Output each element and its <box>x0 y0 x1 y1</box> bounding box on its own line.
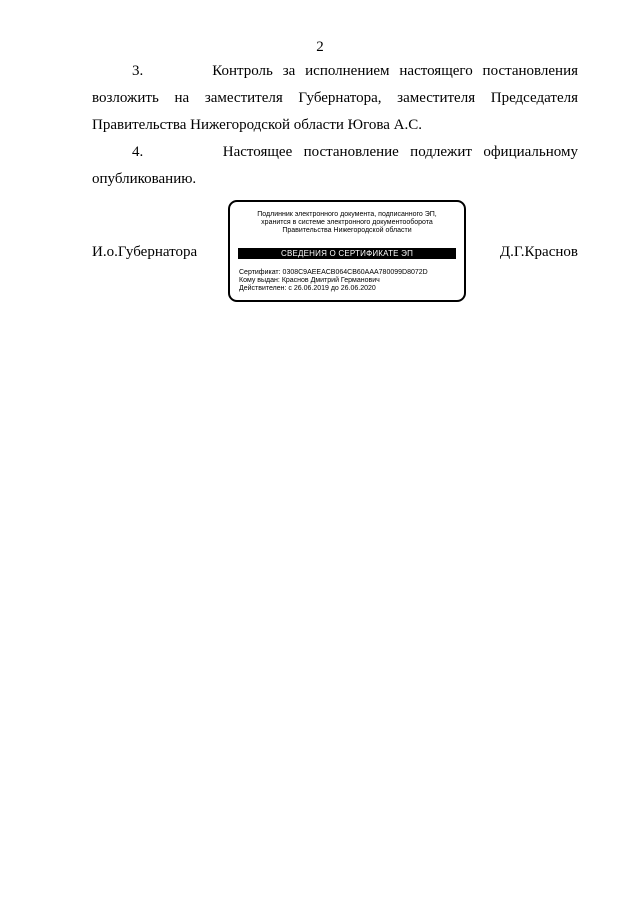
paragraph-3-line-3: Правительства Нижегородской области Югова А.С. <box>92 117 422 133</box>
paragraph-3-line-1 <box>92 58 578 85</box>
stamp-certificate-row <box>239 269 458 277</box>
paragraph-3-text-1: Контроль за исполнением настоящего постановления <box>212 63 579 79</box>
stamp-valid-label: Действителен: <box>239 285 287 292</box>
signer-title: И.о.Губернатора <box>92 244 198 260</box>
stamp-header-line-1: Подлинник электронного документа, подписанного ЭП, <box>257 211 437 218</box>
signature-block <box>92 200 578 306</box>
stamp-certificate-label: Сертификат: <box>239 269 281 276</box>
stamp-certificate-value: 0308C9AEEACB064CB60AAA780099D8072D <box>282 269 428 276</box>
paragraph-3 <box>92 58 578 139</box>
stamp-certificate-bar: СВЕДЕНИЯ О СЕРТИФИКАТЕ ЭП <box>238 248 456 259</box>
paragraph-3-line-2: возложить на заместителя Губернатора, заместителя Председателя <box>92 90 578 106</box>
paragraph-4-number: 4. <box>132 144 144 160</box>
electronic-signature-stamp <box>228 200 466 302</box>
stamp-details <box>239 269 458 293</box>
signer-name: Д.Г.Краснов <box>499 244 578 260</box>
paragraph-4-line-2: опубликованию. <box>92 171 197 187</box>
stamp-issued-to-row <box>239 277 458 285</box>
stamp-valid-value: с 26.06.2019 до 26.06.2020 <box>288 285 376 292</box>
stamp-header <box>236 211 458 235</box>
paragraph-4-text-1: Настоящее постановление подлежит официальному <box>222 144 578 160</box>
stamp-valid-row <box>239 285 458 293</box>
stamp-issued-to-label: Кому выдан: <box>239 277 280 284</box>
paragraph-4 <box>92 139 578 193</box>
document-body <box>92 58 578 193</box>
stamp-header-line-2: хранится в системе электронного документооборота <box>261 219 433 226</box>
stamp-issued-to-value: Краснов Дмитрий Германович <box>281 277 380 284</box>
page-number: 2 <box>316 39 324 55</box>
paragraph-4-line-1 <box>92 139 578 166</box>
stamp-header-line-3: Правительства Нижегородской области <box>282 227 412 234</box>
paragraph-3-number: 3. <box>132 63 144 79</box>
